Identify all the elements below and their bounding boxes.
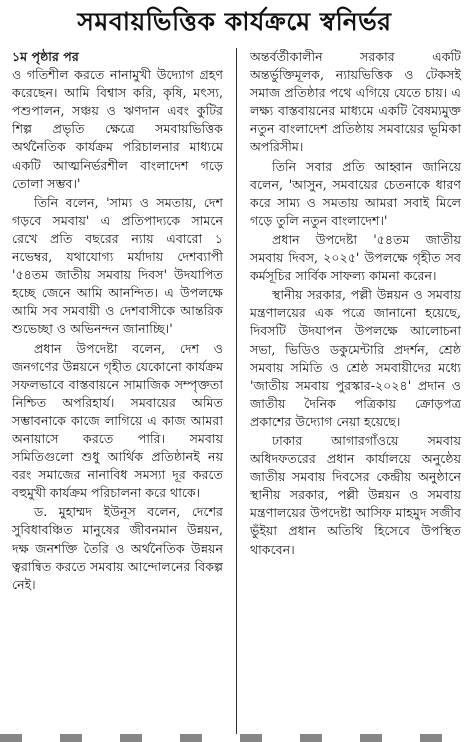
cut-off-next-headline [0,734,469,742]
continued-label: ১ম পৃষ্ঠার পর [12,49,79,64]
article-paragraph: তিনি সবার প্রতি আহ্বান জানিয়ে বলেন, 'আসুন, সমবায়ের চেতনাকে ধারণ করে সাম্য ও সমতায় আমরা সবাই মিলে গড়ে তুলি নতুন বাংলাদেশ।' [250,158,461,228]
article-paragraph: প্রধান উপদেষ্টা বলেন, দেশ ও জনগণের উন্নয়নে গৃহীত যেকোনো কার্যক্রম সফলভাবে বাস্তবায়নে সামাজিক সম্পৃক্ততা নিশ্চিত অপরিহার্য। সমবায়ের অমিত সম্ভাবনাকে কাজে লাগিয়ে এ কাজ আমরা অনায়াসে করতে পারি। সমবায় সমিতিগুলো শুধু আর্থিক প্রতিষ্ঠানই নয় বরং সমাজের নানাবিধ সমস্যা দূর করতে বহুমুখী কার্যক্রম পরিচালনা করে থাকে। [12,340,223,501]
article-paragraph: প্রধান উপদেষ্টা '৫৪তম জাতীয় সমবায় দিবস, ২০২৫' উপলক্ষে গৃহীত সব কর্মসূচির সার্বিক সাফল্য কামনা করেন। [250,231,461,284]
article-paragraph: ড. মুহাম্মদ ইউনূস বলেন, দেশের সুবিধাবঞ্চিত মানুষের জীবনমান উন্নয়ন, দক্ষ জনশক্তি তৈরি ও অর্থনৈতিক উন্নয়ন ত্বরান্বিত করতে সমবায় আন্দোলনের বিকল্প নেই। [12,504,223,592]
paragraph-text: ও গতিশীল করতে নানামুখী উদ্যোগ গ্রহণ করেছেন। আমি বিশ্বাস করি, কৃষি, মৎস্য, পশুপালন, সঞ্চয় ও ঋণদান এবং কুটির শিল্প প্রভৃতি ক্ষেত্রে সমবায়ভিত্তিক অর্থনৈতিক কার্যক্রম পরিচালনার মাধ্যমে একটি আত্মনির্ভরশীল বাংলাদেশ গড়ে তোলা সম্ভব।' [12,67,223,191]
article-headline: সমবায়ভিত্তিক কার্যক্রমে স্বনির্ভর [77,7,392,36]
article-paragraph: অন্তর্বর্তীকালীন সরকার একটি অন্তর্ভুক্তিমূলক, ন্যায়ভিত্তিক ও টেকসই সমাজ প্রতিষ্ঠার পথে এগিয়ে যেতে চায়। এ লক্ষ্য বাস্তবায়নের মাধ্যমে একটি বৈষম্যমুক্ত নতুন বাংলাদেশ প্রতিষ্ঠায় সমবায়ের ভূমিকা অপরিসীম। [250,49,461,155]
column-divider [236,48,237,734]
article-paragraph [12,48,223,193]
article-column-left [12,48,223,594]
article-paragraph: তিনি বলেন, 'সাম্য ও সমতায়, দেশ গড়বে সমবায়' এ প্রতিপাদ্যকে সামনে রেখে প্রতি বছরের ন্যায় এবারো ১ নভেম্বর, যথাযোগ্য মর্যাদায় দেশব্যাপী '৫৪তম জাতীয় সমবায় দিবস' উদযাপিত হচ্ছে জেনে আমি আনন্দিত। এ উপলক্ষে আমি সব সমবায়ী ও দেশবাসীকে আন্তরিক শুভেচ্ছা ও অভিনন্দন জানাচ্ছি।' [12,194,223,337]
article-paragraph: ঢাকার আগারগাঁওয়ে সমবায় অধিদফতরের প্রধান কার্যালয়ে অনুষ্ঠেয় জাতীয় সমবায় দিবসের কেন্দ্রীয় অনুষ্ঠানে স্থানীয় সরকার, পল্লী উন্নয়ন ও সমবায় মন্ত্রণালয়ের উপদেষ্টা আসিফ মাহমুদ সজীব ভুঁইয়া প্রধান অতিথি হিসেবে উপস্থিত থাকবেন। [250,432,461,557]
article-paragraph: স্থানীয় সরকার, পল্লী উন্নয়ন ও সমবায় মন্ত্রণালয়ের এক পত্রে জানানো হয়েছে, দিবসটি উদযাপন উপলক্ষে আলোচনা সভা, ভিডিও ডকুমেন্টারি প্রদর্শন, শ্রেষ্ঠ সমবায় সমিতি ও শ্রেষ্ঠ সমবায়ীদের মধ্যে 'জাতীয় সমবায় পুরস্কার-২০২৪' প্রদান ও জাতীয় দৈনিক পত্রিকায় ক্রোড়পত্র প্রকাশের উদ্যোগ নেয়া হয়েছে। [250,287,461,429]
article-column-right [250,48,461,559]
